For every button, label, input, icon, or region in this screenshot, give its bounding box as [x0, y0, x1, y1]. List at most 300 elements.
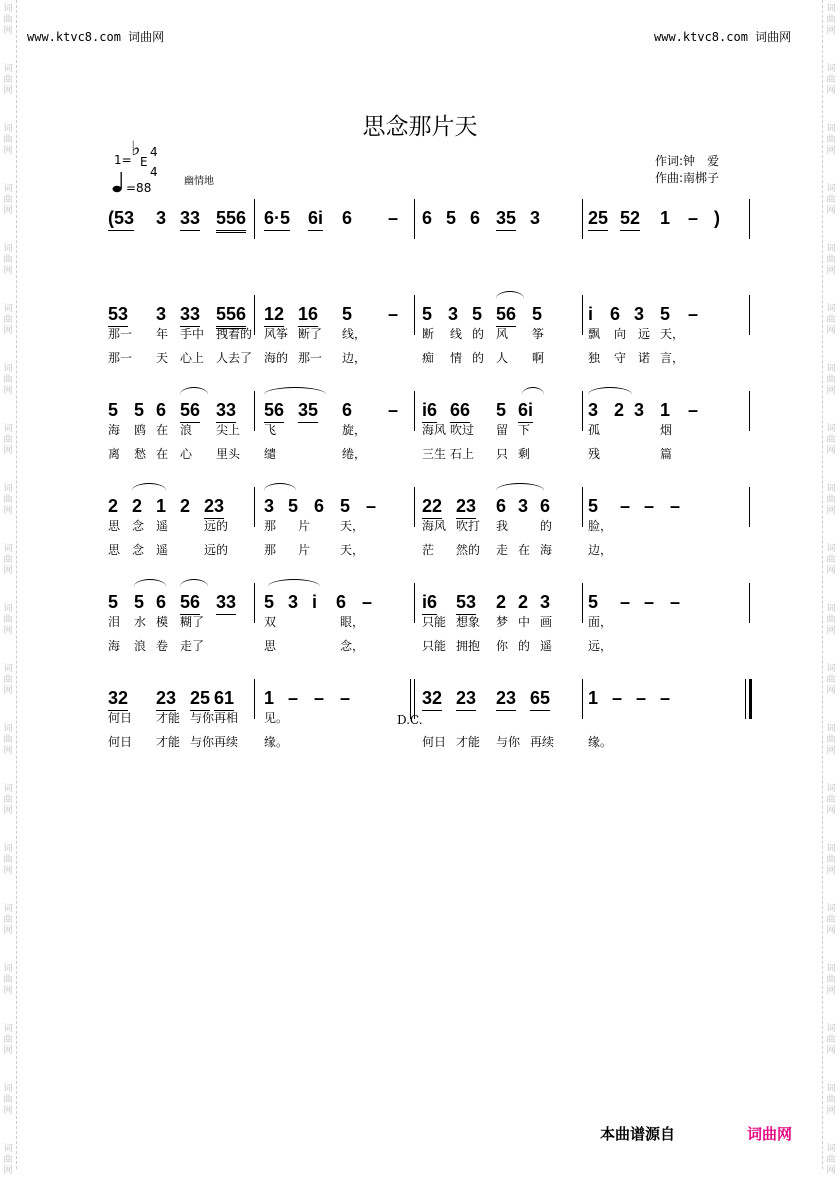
note: – [388, 400, 399, 420]
lyric-word: 手中 [180, 327, 205, 341]
note: 23 [156, 687, 176, 711]
lyric-word: 在 [518, 543, 531, 557]
bar-line [749, 199, 750, 239]
lyric-word: 才能 [456, 735, 481, 749]
lyric-line-1 [104, 615, 754, 631]
lyric-line-1 [104, 711, 754, 727]
lyric-word: 念 [132, 519, 145, 533]
slur-arc [180, 387, 208, 402]
lyric-word: 孤 [588, 423, 601, 437]
lyric-word: 篇 [660, 447, 673, 461]
note: – [366, 496, 377, 516]
lyric-word: 片 [298, 543, 311, 557]
note: – [362, 592, 373, 612]
lyric-word: 思 [108, 519, 121, 533]
lyric-word: 心上 [180, 351, 205, 365]
slur-arc [180, 579, 208, 594]
lyric-word: 卷 [156, 639, 169, 653]
lyric-word: 向 [614, 327, 627, 341]
watermark-text: 词 曲 网 [3, 844, 13, 876]
lyric-word: 离 [108, 447, 121, 461]
lyric-word: 守 [614, 351, 627, 365]
lyric-word: 人 [496, 351, 509, 365]
note: 33 [216, 399, 236, 423]
lyric-word: 海的 [264, 351, 289, 365]
watermark-text: 词 曲 网 [3, 784, 13, 816]
lyric-word: 旋， [342, 423, 367, 437]
watermark-text: 词 曲 网 [3, 484, 13, 516]
note: 23 [456, 687, 476, 711]
tempo-value: =88 [126, 181, 152, 195]
note: 5 [446, 208, 457, 228]
lyric-word: 啊 [532, 351, 545, 365]
lyric-word: 断 [422, 327, 435, 341]
lyric-word: 泪 [108, 615, 121, 629]
note: 53 [108, 303, 128, 327]
note: 33 [180, 303, 200, 327]
lyric-word: 梦 [496, 615, 509, 629]
footer-brand-link[interactable]: 词曲网 [747, 1125, 793, 1143]
note: 5 [588, 496, 599, 516]
note: 5 [472, 304, 483, 324]
lyric-word: 远 [638, 327, 651, 341]
lyric-word: 情 [450, 351, 463, 365]
lyric-word: 糊了 [180, 615, 205, 629]
lyric-word: 尖上 [216, 423, 241, 437]
lyric-word: 的 [518, 639, 531, 653]
lyricist: 作词:钟 爱 [655, 154, 720, 168]
page-title: 思念那片天 [362, 114, 478, 140]
note: 3 [634, 304, 645, 324]
watermark-text: 词 曲 网 [3, 664, 13, 696]
watermark-text: 词 曲 网 [826, 1144, 836, 1176]
note: 5 [134, 400, 145, 420]
lyric-word: 茫 [422, 543, 435, 557]
slur-arc [496, 291, 524, 306]
lyric-word: 中 [518, 615, 531, 629]
tempo-style: 幽情地 [184, 176, 214, 187]
note: 6 [610, 304, 621, 324]
note: ) [714, 208, 720, 228]
lyric-word: 断了 [298, 327, 323, 341]
note: 6·5 [264, 207, 290, 231]
lyric-word: 愁 [134, 447, 147, 461]
key-signature [114, 153, 132, 167]
watermark-text: 词 曲 网 [3, 1144, 13, 1176]
note: 5 [134, 592, 145, 612]
lyric-word: 远， [588, 639, 613, 653]
note: – [340, 688, 351, 708]
lyric-word: 见。 [264, 711, 289, 725]
lyric-word: 双 [264, 615, 277, 629]
note: i6 [422, 591, 437, 615]
note: i6 [422, 399, 437, 423]
watermark-text: 词 曲 网 [3, 424, 13, 456]
note: 3 [156, 304, 167, 324]
note: 2 [132, 496, 143, 516]
note: – [688, 208, 699, 228]
watermark-text: 词 曲 网 [3, 244, 13, 276]
lyric-word: 线 [450, 327, 463, 341]
lyric-word: 留 [496, 423, 509, 437]
lyric-word: 才能 [156, 735, 181, 749]
lyric-word: 鸥 [134, 423, 147, 437]
lyric-word: 人去了 [216, 351, 253, 365]
watermark-text: 词 曲 网 [826, 1084, 836, 1116]
watermark-text: 词 曲 网 [3, 364, 13, 396]
note: – [670, 496, 681, 516]
lyric-word: 然的 [456, 543, 481, 557]
note: 23 [456, 495, 476, 519]
dc-marking: D.C. [397, 713, 423, 727]
note: 56 [180, 399, 200, 423]
note: 2 [614, 400, 625, 420]
note: 5 [340, 496, 351, 516]
watermark-text: 词 曲 网 [3, 1024, 13, 1056]
note: 5 [288, 496, 299, 516]
quarter-note-icon [112, 170, 126, 194]
watermark-text: 词 曲 网 [826, 304, 836, 336]
lyric-word: 走 [496, 543, 509, 557]
note: – [644, 496, 655, 516]
lyric-word: 念 [132, 543, 145, 557]
lyric-word: 里头 [216, 447, 241, 461]
lyric-word: 飘 [588, 327, 601, 341]
lyric-word: 海风 [422, 519, 447, 533]
lyric-word: 何日 [108, 711, 133, 725]
note: 3 [634, 400, 645, 420]
right-watermark-strip [822, 0, 839, 1176]
lyric-word: 天， [660, 327, 685, 341]
note: 6 [422, 208, 433, 228]
watermark-text: 词 曲 网 [826, 184, 836, 216]
lyric-word: 浪 [134, 639, 147, 653]
watermark-text: 词 曲 网 [826, 844, 836, 876]
watermark-text: 词 曲 网 [826, 484, 836, 516]
lyric-word: 天， [340, 519, 365, 533]
note: 5 [532, 304, 543, 324]
key-prefix: 1= [114, 153, 132, 167]
note: – [388, 208, 399, 228]
note: 66 [450, 399, 470, 423]
note: 3 [264, 496, 275, 516]
slur-arc [268, 579, 320, 594]
lyric-word: 何日 [422, 735, 447, 749]
watermark-text: 词 曲 网 [826, 724, 836, 756]
note: 1 [588, 688, 599, 708]
watermark-text: 词 曲 网 [826, 784, 836, 816]
note: 23 [496, 687, 516, 711]
lyric-word: 诺 [638, 351, 651, 365]
slur-arc [522, 387, 544, 402]
lyric-line-2 [104, 447, 754, 463]
lyric-word: 缱 [264, 447, 277, 461]
lyric-word: 海 [540, 543, 553, 557]
lyric-word: 风 [496, 327, 509, 341]
lyric-word: 模 [156, 615, 169, 629]
lyric-word: 远的 [204, 519, 229, 533]
lyric-word: 下 [518, 423, 531, 437]
watermark-text: 词 曲 网 [826, 904, 836, 936]
watermark-text: 词 曲 网 [3, 904, 13, 936]
note: 25 [588, 207, 608, 231]
lyric-word: 那 [264, 519, 277, 533]
lyric-line-2 [104, 543, 754, 559]
note: – [670, 592, 681, 612]
note: – [612, 688, 623, 708]
key-note: E [140, 155, 148, 169]
note: 3 [448, 304, 459, 324]
note: 5 [588, 592, 599, 612]
lyric-word: 只 [496, 447, 509, 461]
watermark-text: 词 曲 网 [826, 604, 836, 636]
lyric-word: 海风 [422, 423, 447, 437]
note: – [620, 592, 631, 612]
bar-line [254, 199, 255, 239]
header-site-right[interactable]: www.ktvc8.com 词曲网 [654, 30, 792, 44]
lyric-word: 那一 [108, 327, 133, 341]
lyric-word: 石上 [450, 447, 475, 461]
note: 556 [216, 303, 246, 329]
lyric-word: 走了 [180, 639, 205, 653]
note: 6 [336, 592, 347, 612]
note: 1 [660, 208, 671, 228]
note: – [288, 688, 299, 708]
lyric-word: 脸， [588, 519, 613, 533]
slur-arc [264, 483, 296, 498]
lyric-line-2 [104, 735, 754, 751]
lyric-word: 线， [342, 327, 367, 341]
lyric-word: 只能 [422, 615, 447, 629]
note: 5 [342, 304, 353, 324]
time-sig-top: 4 [150, 145, 158, 159]
lyric-word: 远的 [204, 543, 229, 557]
bar-line [414, 199, 415, 239]
header-site-left[interactable]: www.ktvc8.com 词曲网 [27, 30, 165, 44]
note: – [688, 400, 699, 420]
watermark-text: 词 曲 网 [826, 544, 836, 576]
watermark-text: 词 曲 网 [3, 4, 13, 36]
lyric-line-1 [104, 519, 754, 535]
note: 5 [264, 592, 275, 612]
lyric-word: 那一 [108, 351, 133, 365]
note: 1 [660, 400, 671, 420]
note: 2 [180, 496, 191, 516]
lyric-word: 残 [588, 447, 601, 461]
lyric-word: 画 [540, 615, 553, 629]
lyric-word: 吹打 [456, 519, 481, 533]
note: 5 [108, 592, 119, 612]
lyric-word: 的 [472, 327, 485, 341]
note: 3 [156, 208, 167, 228]
lyric-word: 再续 [214, 735, 239, 749]
slur-arc [588, 387, 632, 402]
note: 22 [422, 495, 442, 519]
watermark-text: 词 曲 网 [826, 964, 836, 996]
lyric-word: 与你 [496, 735, 521, 749]
watermark-text: 词 曲 网 [3, 1084, 13, 1116]
slur-arc [134, 579, 166, 594]
lyric-word: 剩 [518, 447, 531, 461]
watermark-text: 词 曲 网 [826, 424, 836, 456]
note: – [388, 304, 399, 324]
lyric-line-2 [104, 351, 754, 367]
note: 35 [298, 399, 318, 423]
note: – [620, 496, 631, 516]
lyric-word: 再相 [214, 711, 239, 725]
watermark-text: 词 曲 网 [826, 1024, 836, 1056]
lyric-word: 思 [264, 639, 277, 653]
watermark-text: 词 曲 网 [3, 544, 13, 576]
lyric-word: 面， [588, 615, 613, 629]
lyric-word: 痴 [422, 351, 435, 365]
lyric-word: 天， [340, 543, 365, 557]
lyric-word: 才能 [156, 711, 181, 725]
note: 5 [422, 304, 433, 324]
watermark-text: 词 曲 网 [826, 4, 836, 36]
lyric-word: 水 [134, 615, 147, 629]
note: 6i [518, 399, 533, 423]
lyric-word: 海 [108, 639, 121, 653]
note: – [644, 592, 655, 612]
note: 6 [496, 496, 507, 516]
note: 5 [660, 304, 671, 324]
note: 56 [180, 591, 200, 615]
note: 53 [456, 591, 476, 615]
lyric-word: 与你 [190, 711, 215, 725]
watermark-text: 词 曲 网 [3, 184, 13, 216]
note: 2 [496, 592, 507, 612]
lyric-word: 思 [108, 543, 121, 557]
left-watermark-strip [0, 0, 17, 1176]
note: 32 [108, 687, 128, 711]
watermark-text: 词 曲 网 [826, 364, 836, 396]
note: 1 [264, 688, 275, 708]
note: 3 [530, 208, 541, 228]
note: – [660, 688, 671, 708]
note: 56 [264, 399, 284, 423]
lyric-word: 那一 [298, 351, 323, 365]
lyric-word: 年 [156, 327, 169, 341]
composer: 作曲:南梆子 [655, 171, 720, 185]
lyric-word: 想象 [456, 615, 481, 629]
lyric-word: 你 [496, 639, 509, 653]
watermark-text: 词 曲 网 [826, 64, 836, 96]
lyric-word: 遥 [540, 639, 553, 653]
note: 5 [496, 400, 507, 420]
lyric-word: 片 [298, 519, 311, 533]
slur-arc [132, 483, 166, 498]
watermark-text: 词 曲 网 [3, 604, 13, 636]
note: 6 [540, 496, 551, 516]
watermark-text: 词 曲 网 [3, 64, 13, 96]
note: 32 [422, 687, 442, 711]
notation-row [104, 207, 754, 237]
note: 35 [496, 207, 516, 231]
lyric-word: 的 [472, 351, 485, 365]
note: 6 [342, 208, 353, 228]
watermark-text: 词 曲 网 [3, 124, 13, 156]
watermark-text: 词 曲 网 [826, 664, 836, 696]
lyric-word: 与你 [190, 735, 215, 749]
note: 61 [214, 687, 234, 711]
lyric-line-1 [104, 423, 754, 439]
lyric-line-1 [104, 327, 754, 343]
note: 5 [108, 400, 119, 420]
note: i [312, 592, 318, 612]
lyric-word: 边， [342, 351, 367, 365]
time-sig-bottom: 4 [150, 165, 158, 179]
lyric-word: 独 [588, 351, 601, 365]
note: 556 [216, 207, 246, 233]
note: 3 [540, 592, 551, 612]
lyric-word: 缘。 [588, 735, 613, 749]
bar-line [582, 199, 583, 239]
lyric-word: 缘。 [264, 735, 289, 749]
note: 56 [496, 303, 516, 327]
lyric-word: 筝 [532, 327, 545, 341]
note: 33 [180, 207, 200, 231]
note: 25 [190, 687, 210, 711]
footer-source-label: 本曲谱源自 [600, 1125, 676, 1143]
lyric-word: 眼， [340, 615, 365, 629]
lyric-word: 三生 [422, 447, 447, 461]
watermark-text: 词 曲 网 [826, 244, 836, 276]
note: 6 [342, 400, 353, 420]
lyric-line-2 [104, 639, 754, 655]
flat-symbol: ♭ [131, 136, 141, 160]
note: 2 [108, 496, 119, 516]
note: 6 [156, 592, 167, 612]
note: 6 [470, 208, 481, 228]
watermark-text: 词 曲 网 [3, 964, 13, 996]
lyric-word: 在 [156, 447, 169, 461]
lyric-word: 只能 [422, 639, 447, 653]
note: 23 [204, 495, 224, 519]
lyric-word: 海 [108, 423, 121, 437]
note: – [314, 688, 325, 708]
watermark-text: 词 曲 网 [826, 124, 836, 156]
lyric-word: 遥 [156, 543, 169, 557]
note: (53 [108, 207, 134, 231]
watermark-text: 词 曲 网 [3, 724, 13, 756]
note: i [588, 304, 594, 324]
lyric-word: 拥抱 [456, 639, 481, 653]
slur-arc [264, 387, 326, 402]
note: 3 [588, 400, 599, 420]
note: – [636, 688, 647, 708]
lyric-word: 烟 [660, 423, 673, 437]
lyric-word: 言， [660, 351, 685, 365]
note: 6 [156, 400, 167, 420]
note: 6 [314, 496, 325, 516]
lyric-word: 风筝 [264, 327, 289, 341]
note: 3 [288, 592, 299, 612]
note: 12 [264, 303, 284, 327]
lyric-word: 心 [180, 447, 193, 461]
lyric-word: 绻， [342, 447, 367, 461]
lyric-word: 拽着的 [216, 327, 253, 341]
lyric-word: 在 [156, 423, 169, 437]
lyric-word: 何日 [108, 735, 133, 749]
note: 6i [308, 207, 323, 231]
slur-arc [496, 483, 544, 498]
lyric-word: 吹过 [450, 423, 475, 437]
lyric-word: 天 [156, 351, 169, 365]
lyric-word: 浪 [180, 423, 193, 437]
note: – [688, 304, 699, 324]
note: 16 [298, 303, 318, 327]
